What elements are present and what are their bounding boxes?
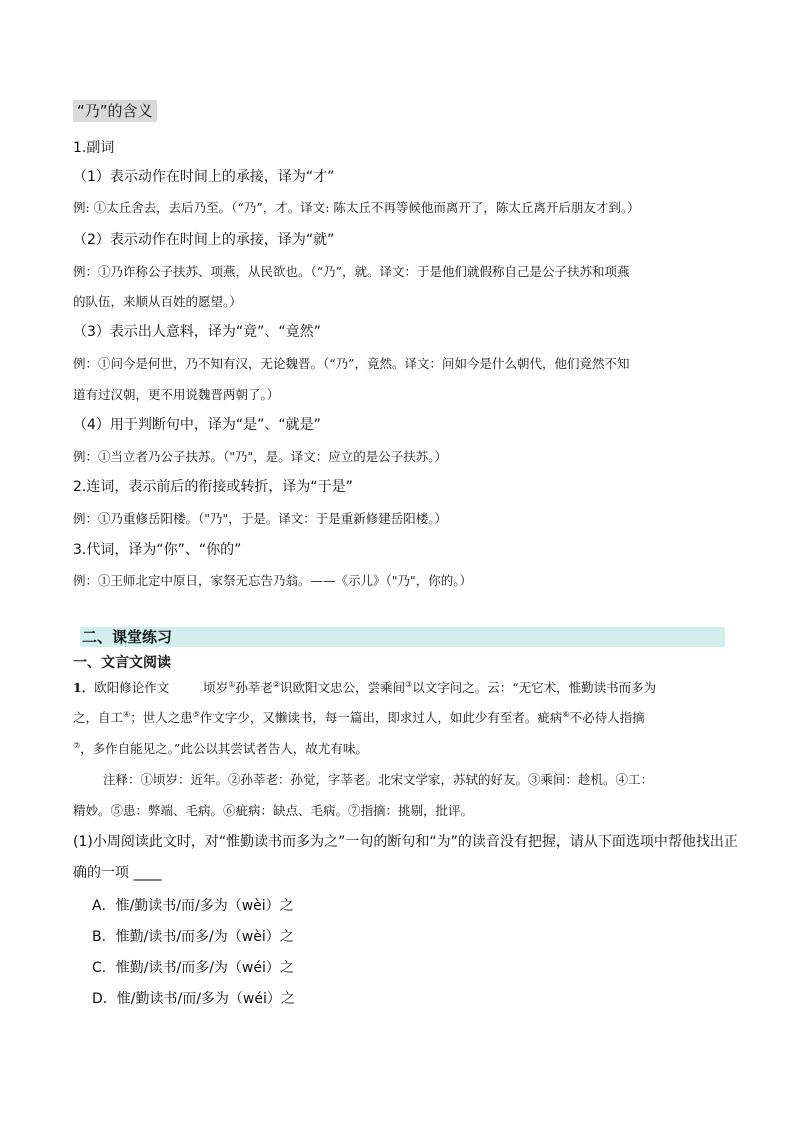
footnote-marker: ⑤ (192, 709, 200, 719)
section-heading-nai: “乃”的含义 (73, 100, 157, 122)
passage-title: 欧阳修论作文 (94, 680, 170, 695)
notes-line-2: 精妙。⑤患：弊端、毛病。⑥疵病：缺点、毛病。⑦指摘：挑剔，批评。 (73, 803, 474, 818)
passage-text: 不必待人指摘 (569, 710, 645, 725)
section-title-practice: 二、课堂练习 (80, 627, 725, 647)
subsection-title: 一、文言文阅读 (73, 655, 171, 671)
meaning-3: （3）表示出人意料，译为“竟”、“竟然” (73, 324, 321, 340)
notes-line-1: 注释：①顷岁：近年。②孙莘老：孙觉，字莘老。北宋文学家，苏轼的好友。③乘间：趁机。④工： (103, 772, 654, 787)
example-6: 例：①王师北定中原日，家祭无忘告乃翁。——《示儿》（"乃"，你的。） (73, 573, 473, 588)
example-2-line2: 的队伍，来顺从百姓的愿望。） (73, 294, 242, 309)
footnote-marker: ① (228, 679, 236, 689)
example-3-line1: 例：①问今是何世，乃不知有汉，无论魏晋。（“乃”，竟然。译文：问如今是什么朝代，他们竟然不知 (73, 356, 630, 371)
option-c[interactable]: C．惟勤/读书/而多/为（wéi）之 (92, 960, 294, 976)
footnote-marker: ④ (123, 709, 131, 719)
passage-text: 之，自工 (73, 710, 124, 725)
passage-text: 顷岁 (203, 680, 229, 695)
meaning-2: （2）表示动作在时间上的承接，译为“就” (73, 232, 335, 248)
category-pronoun: 3.代词，译为“你”、“你的” (73, 542, 242, 558)
passage-text: 识欧阳文忠公，尝乘间 (280, 680, 406, 695)
passage-line-1 (73, 678, 656, 696)
footnote-marker: ⑦ (73, 740, 81, 750)
category-adverb: 1.副词 (73, 140, 115, 156)
question-1-line1: (1)小周阅读此文时，对“惟勤读书而多为之”一句的断句和“为”的读音没有把握，请从下面选项中帮他找出正 (73, 834, 738, 850)
passage-text: ，多作自能见之。”此公以其尝试者告人，故尤有味。 (80, 741, 368, 756)
question-number: 1． (73, 680, 95, 695)
question-1-line2: 确的一项 ____ (73, 865, 162, 881)
meaning-4: （4）用于判断句中，译为“是”、“就是” (73, 417, 321, 433)
passage-text: 孙莘老 (235, 680, 273, 695)
example-4: 例：①当立者乃公子扶苏。（"乃"，是。译文：应立的是公子扶苏。） (73, 449, 448, 464)
passage-text: 以文字问之。云：“无它术，惟勤读书而多为 (412, 680, 657, 695)
footnote-marker: ② (272, 679, 281, 689)
example-1: 例: ①太丘舍去，去后乃至。（“乃”，才。译文: 陈太丘不再等候他而离开了，陈太丘离开后朋友才到。） (73, 200, 640, 215)
passage-text: ；世人之患 (130, 710, 193, 725)
passage-text: 作文字少，又懒读书，每一篇出，即求过人，如此少有至者。疵病 (199, 710, 563, 725)
passage-line-3 (73, 739, 368, 757)
option-a[interactable]: A．惟/勤读书/而/多为（wèi）之 (92, 898, 294, 914)
option-b[interactable]: B．惟勤/读书/而多/为（wèi）之 (92, 929, 294, 945)
footnote-marker: ⑥ (562, 709, 570, 719)
passage-line-2 (73, 708, 645, 726)
meaning-1: （1）表示动作在时间上的承接，译为“才” (73, 169, 335, 185)
example-2-line1: 例：①乃诈称公子扶苏、项燕，从民欲也。（“乃”，就。译文：于是他们就假称自己是公子扶苏和项燕 (73, 264, 630, 279)
category-conjunction: 2.连词，表示前后的衔接或转折，译为“于是” (73, 479, 353, 495)
example-3-line2: 道有过汉朝，更不用说魏晋两朝了。） (73, 387, 280, 402)
example-5: 例：①乃重修岳阳楼。（"乃"，于是。译文：于是重新修建岳阳楼。） (73, 511, 448, 526)
option-d[interactable]: D．惟/勤读书/而/多为（wéi）之 (92, 991, 295, 1007)
footnote-marker: ③ (405, 679, 413, 689)
